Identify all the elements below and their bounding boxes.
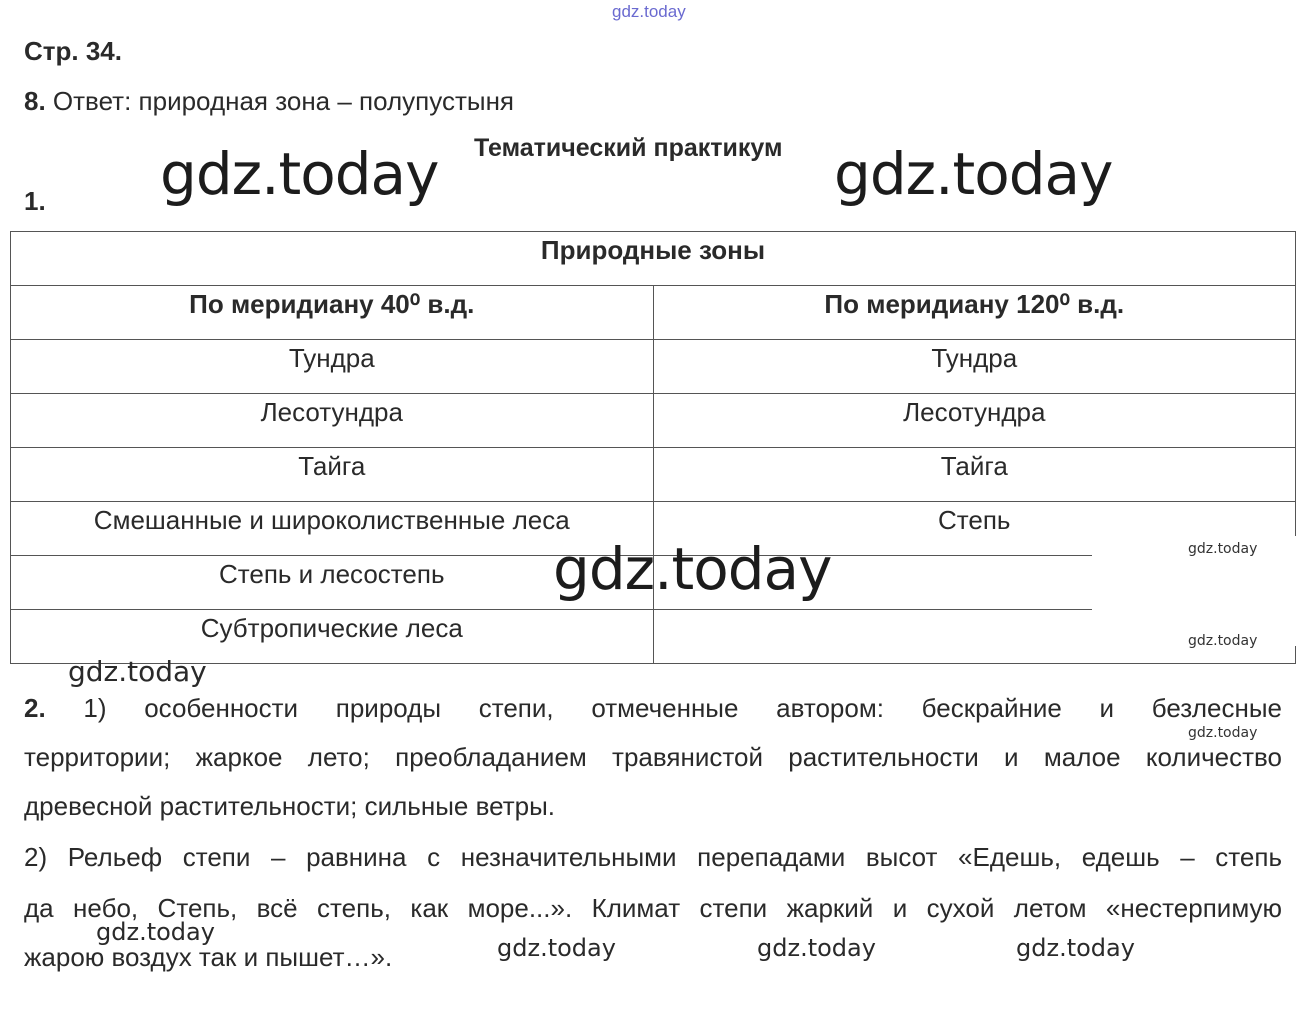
watermark-bottom-right: gdz.today — [1016, 934, 1135, 962]
table-row — [11, 394, 1296, 448]
table-title-row — [11, 232, 1296, 286]
table-cell: Смешанные и широколиственные леса — [11, 502, 654, 556]
section-title: Тематический практикум — [474, 134, 783, 162]
watermark-tiny: gdz.today — [1188, 633, 1258, 649]
task-2-line-3: древесной растительности; сильные ветры. — [24, 791, 555, 821]
answer-line — [24, 86, 514, 117]
watermark-bottom-left: gdz.today — [96, 918, 215, 946]
table-cell: Субтропические леса — [11, 610, 654, 664]
task-2-number: 2. — [24, 693, 46, 723]
table-cell: Тайга — [653, 448, 1296, 502]
task-2-line-2: территории; жаркое лето; преобладанием травянистой растительности и малое количество — [24, 742, 1282, 772]
table-cell: Степь — [653, 502, 1296, 556]
task-2-text: 1) особенности природы степи, отмеченные автором: бескрайние и безлесные — [83, 693, 1283, 723]
table-header-row — [11, 286, 1296, 340]
table-cell: Тайга — [11, 448, 654, 502]
table-cell: Тундра — [653, 340, 1296, 394]
watermark-tiny: gdz.today — [1188, 725, 1258, 741]
watermark-medium: gdz.today — [68, 655, 207, 688]
table-row — [11, 448, 1296, 502]
watermark-large-right: gdz.today — [834, 140, 1113, 208]
watermark-tiny: gdz.today — [1188, 541, 1258, 557]
table-cell: Степь и лесостепь — [11, 556, 654, 610]
table-cell: Лесотундра — [11, 394, 654, 448]
watermark-bottom: gdz.today — [497, 934, 616, 962]
task-2-line-5: да небо, Степь, всё степь, как море...». Климат степи жаркий и сухой летом «нестерпимую — [24, 893, 1282, 923]
task-2-line-6: жарою воздух так и пышет…». — [24, 942, 393, 972]
task-1-number: 1. — [24, 186, 46, 216]
table-cell: Лесотундра — [653, 394, 1296, 448]
task-2-line-4: 2) Рельеф степи – равнина с незначительными перепадами высот «Едешь, едешь – степь — [24, 842, 1282, 872]
answer-text: Ответ: природная зона – полупустыня — [52, 86, 515, 116]
column-header-120: По меридиану 120⁰ в.д. — [653, 286, 1296, 340]
watermark-top: gdz.today — [612, 2, 686, 21]
watermark-large-center: gdz.today — [553, 535, 832, 603]
answer-number: 8. — [24, 86, 46, 116]
table-cell: Тундра — [11, 340, 654, 394]
watermark-large-left: gdz.today — [160, 140, 439, 208]
table-title: Природные зоны — [11, 232, 1296, 286]
table-row — [11, 340, 1296, 394]
column-header-40: По меридиану 40⁰ в.д. — [11, 286, 654, 340]
task-2-line-1 — [24, 693, 1282, 724]
watermark-bottom: gdz.today — [757, 934, 876, 962]
page-reference: Стр. 34. — [24, 36, 122, 66]
